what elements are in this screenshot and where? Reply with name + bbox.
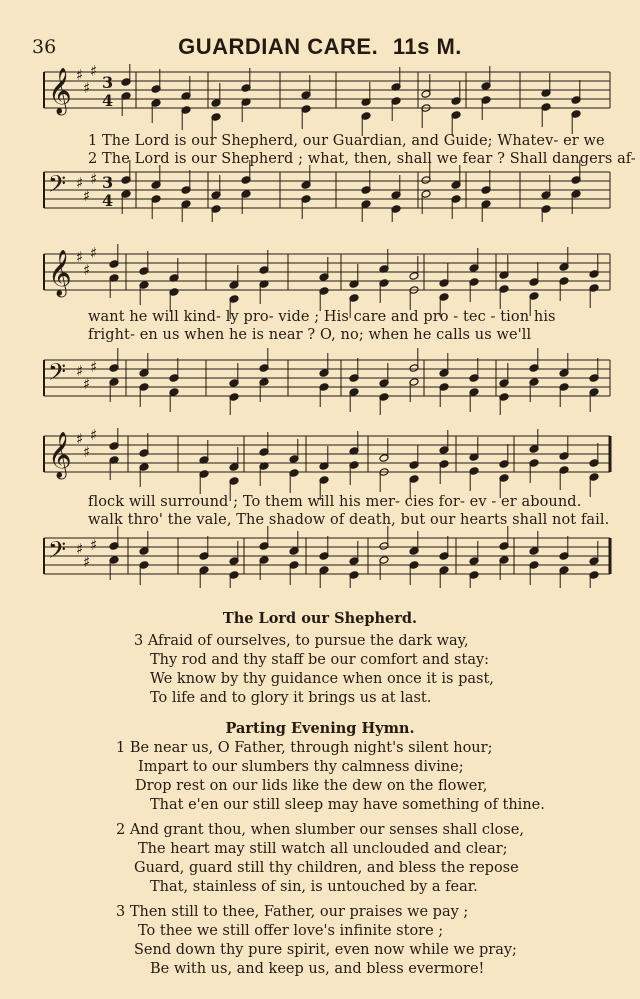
lyric-line-verse-2: fright- en us when he is near ? O, no; when he calls us we'll	[88, 327, 532, 343]
verse-line: Drop rest on our lids like the dew on the flower,	[135, 778, 488, 794]
sharp-icon: ♯	[83, 443, 91, 461]
bass-clef-icon: 𝄢	[48, 170, 67, 203]
verse-line: Guard, guard still thy children, and bless the repose	[134, 860, 519, 876]
hymn-title-main: GUARDIAN CARE.	[178, 34, 379, 59]
sharp-icon: ♯	[83, 261, 91, 279]
verse-line: Thy rod and thy staff be our comfort and stay:	[150, 652, 490, 668]
verse-line: To life and to glory it brings us at last.	[150, 690, 432, 706]
sharp-icon: ♯	[90, 64, 98, 80]
time-signature-bass-bottom: 4	[102, 191, 114, 210]
sharp-icon: ♯	[83, 375, 91, 393]
hymn-meter: 11s M.	[392, 34, 462, 59]
hymn-title	[0, 34, 640, 60]
verse-line: 3 Afraid of ourselves, to pursue the dark way,	[134, 633, 469, 649]
sharp-icon: ♯	[76, 174, 84, 192]
treble-clef-icon: 𝄞	[48, 68, 72, 114]
music-system-3	[36, 428, 620, 588]
sharp-icon: ♯	[83, 79, 91, 97]
sharp-icon: ♯	[76, 362, 84, 380]
verse-line: 2 And grant thou, when slumber our senses shall close,	[116, 822, 524, 838]
verse-line: The heart may still watch all unclouded and clear;	[138, 841, 508, 857]
verse-line: Send down thy pure spirit, even now while we pray;	[134, 942, 517, 958]
section-heading: Parting Evening Hymn.	[225, 720, 415, 737]
sharp-icon: ♯	[76, 66, 84, 84]
sharp-icon: ♯	[90, 170, 98, 188]
section-heading: The Lord our Shepherd.	[222, 610, 418, 627]
bass-clef-icon: 𝄢	[48, 358, 67, 391]
sharp-icon: ♯	[90, 358, 98, 376]
lyric-line-verse-1: 1 The Lord is our Shepherd, our Guardian, and Guide; Whatev- er we	[88, 133, 605, 149]
sharp-icon: ♯	[83, 187, 91, 205]
sharp-icon: ♯	[76, 430, 84, 448]
verse-line: To thee we still offer love's infinite store ;	[138, 923, 444, 939]
page-header	[0, 32, 640, 62]
sharp-icon: ♯	[90, 244, 98, 262]
lyric-line-verse-1: flock will surround ; To them will his mer- cies for- ev - er abound.	[88, 494, 582, 510]
time-signature-treble-bottom: 4	[102, 91, 114, 110]
lyric-line-verse-1: want he will kind- ly pro- vide ; His care and pro - tec - tion his	[88, 309, 556, 325]
sharp-icon: ♯	[76, 248, 84, 266]
lyric-line-verse-2: 2 The Lord is our Shepherd ; what, then, shall we fear ? Shall dangers af-	[88, 151, 636, 167]
verse-line: That e'en our still sleep may have something of thine.	[150, 797, 545, 813]
lyric-line-verse-2: walk thro' the vale, The shadow of death, but our hearts shall not fail.	[88, 512, 610, 528]
bass-clef-icon: 𝄢	[48, 536, 67, 569]
music-system-2	[36, 240, 620, 415]
verse-line: Impart to our slumbers thy calmness divine;	[138, 759, 464, 775]
verse-line: 3 Then still to thee, Father, our praises we pay ;	[116, 904, 469, 920]
sharp-icon: ♯	[90, 536, 98, 554]
verse-line: Be with us, and keep us, and bless evermore!	[150, 961, 485, 977]
verse-line: We know by thy guidance when once it is past,	[150, 671, 494, 687]
sharp-icon: ♯	[90, 428, 98, 444]
sharp-icon: ♯	[83, 553, 91, 571]
music-system-1	[36, 64, 636, 222]
time-signature-bass-top: 3	[102, 173, 114, 192]
verse-line: That, stainless of sin, is untouched by a fear.	[150, 879, 478, 895]
sharp-icon: ♯	[76, 540, 84, 558]
verse-line: 1 Be near us, O Father, through night's silent hour;	[116, 740, 493, 756]
treble-clef-icon: 𝄞	[48, 432, 72, 478]
page-number: 36	[32, 36, 57, 58]
time-signature-treble-top: 3	[102, 73, 114, 92]
treble-clef-icon: 𝄞	[48, 250, 72, 296]
